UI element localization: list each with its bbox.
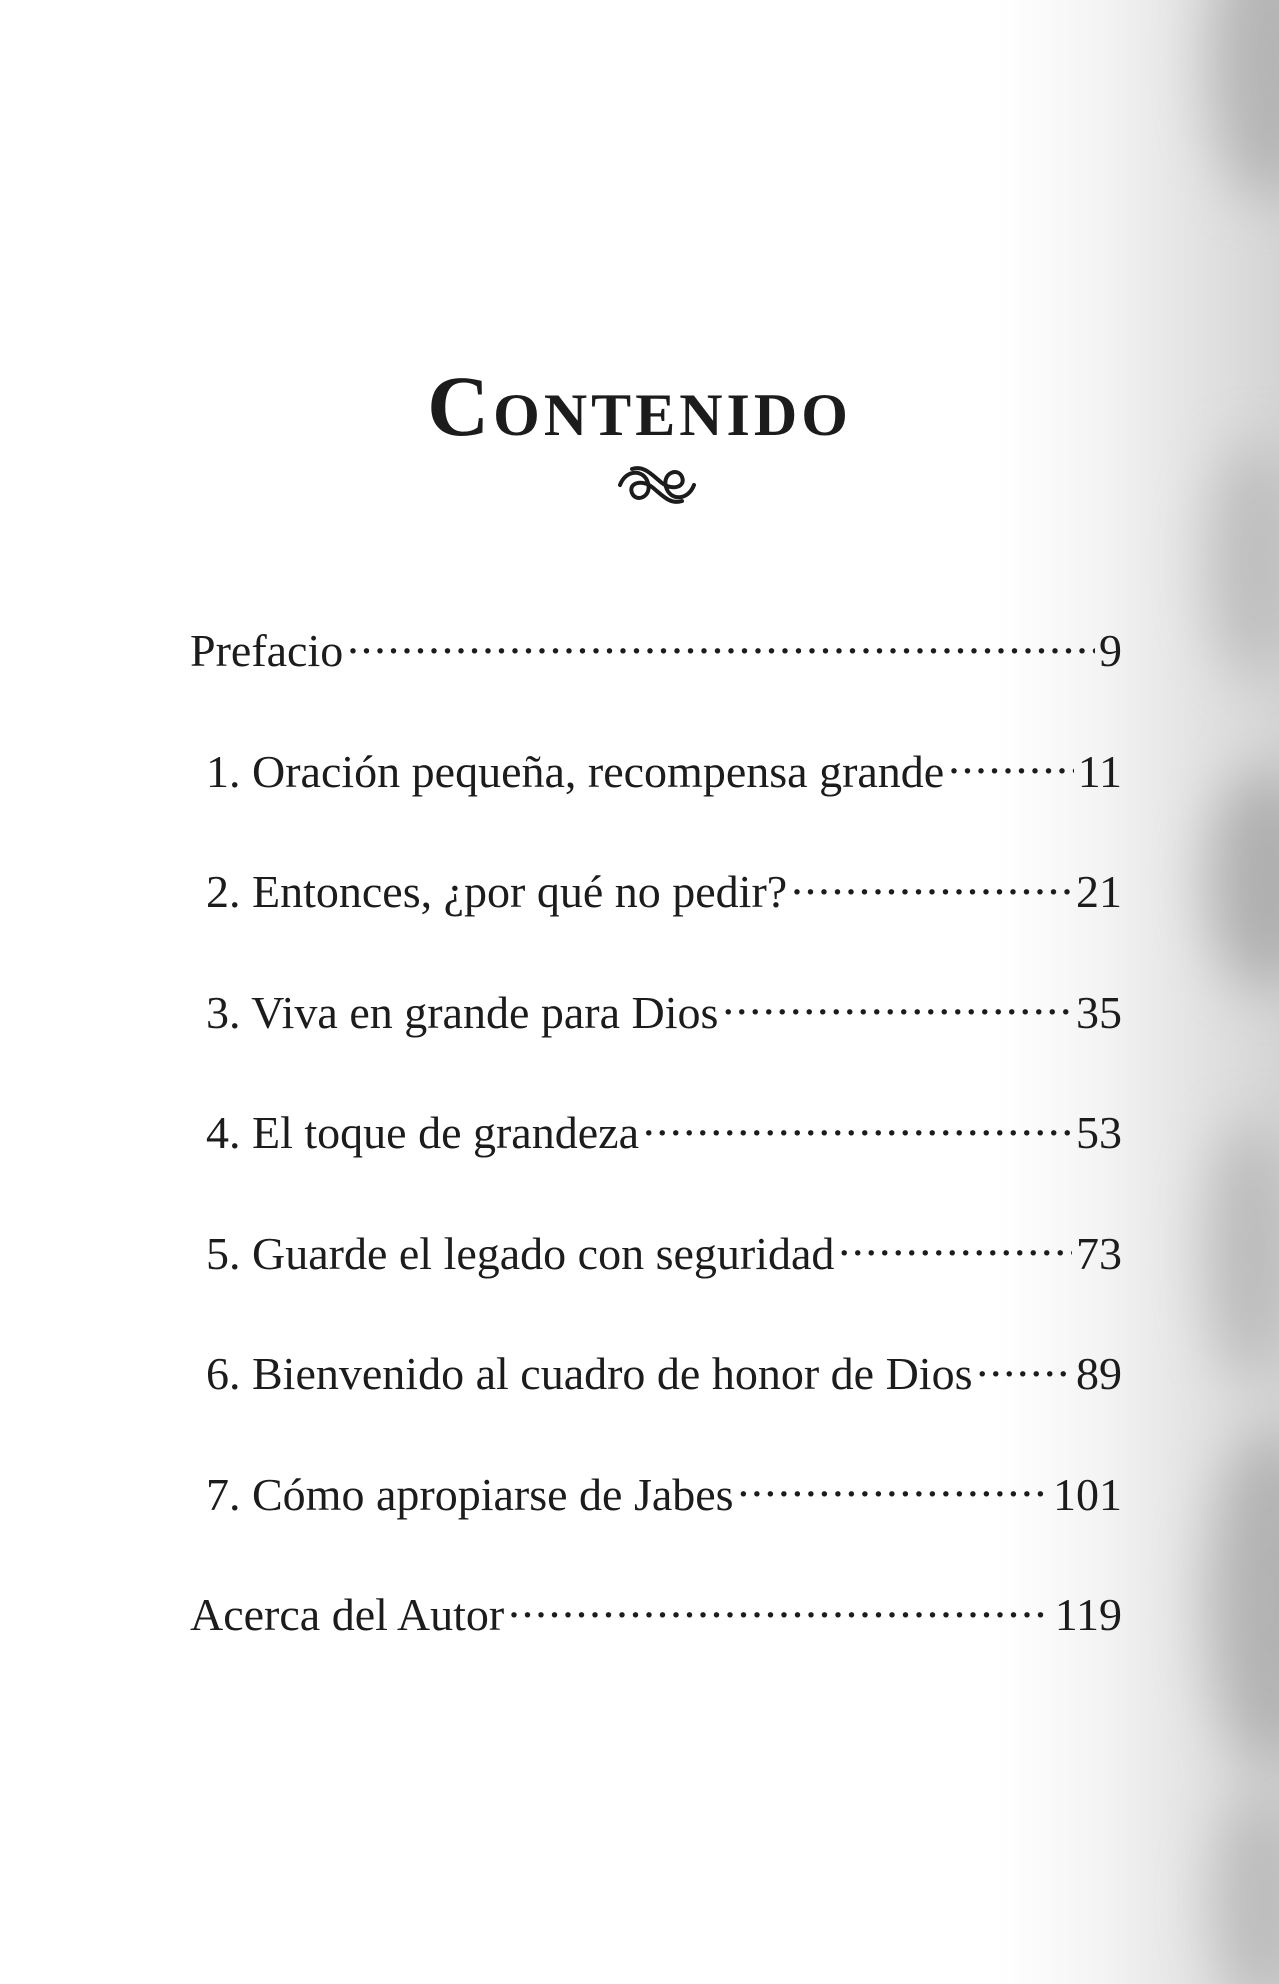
toc-entry-label: 4. El toque de grandeza [206, 1107, 639, 1158]
toc-entry-page: 89 [1076, 1348, 1122, 1399]
toc-entry-acerca-del-autor[interactable] [190, 1584, 1122, 1705]
toc-entry-label: Prefacio [190, 625, 344, 676]
toc-entry-chapter-2[interactable] [190, 861, 1122, 982]
table-of-contents [190, 620, 1122, 1705]
toc-entry-label: 1. Oración pequeña, recompensa grande [206, 745, 945, 797]
toc-dot-leader [722, 982, 1072, 1028]
toc-entry-page: 53 [1076, 1107, 1122, 1158]
toc-dot-leader [791, 861, 1072, 907]
toc-entry-page: 101 [1053, 1468, 1122, 1520]
toc-dot-leader [347, 620, 1095, 666]
toc-entry-chapter-5[interactable] [190, 1223, 1122, 1344]
fleuron-ornament-icon [612, 455, 702, 515]
toc-entry-page: 9 [1099, 625, 1122, 676]
toc-entry-chapter-7[interactable] [190, 1464, 1122, 1585]
toc-entry-page: 11 [1077, 745, 1122, 797]
toc-entry-label: 7. Cómo apropiarse de Jabes [206, 1468, 734, 1520]
toc-entry-page: 73 [1076, 1227, 1122, 1279]
toc-dot-leader [976, 1343, 1072, 1389]
toc-dot-leader [838, 1223, 1072, 1269]
toc-entry-label: 3. Viva en grande para Dios [206, 986, 719, 1038]
toc-entry-page: 119 [1054, 1589, 1122, 1640]
toc-dot-leader [508, 1584, 1051, 1630]
toc-entry-prefacio[interactable] [190, 620, 1122, 741]
toc-entry-label: 6. Bienvenido al cuadro de honor de Dios [206, 1348, 973, 1399]
toc-entry-page: 21 [1076, 866, 1122, 917]
toc-entry-chapter-6[interactable] [190, 1343, 1122, 1464]
toc-entry-chapter-4[interactable] [190, 1102, 1122, 1223]
toc-entry-page: 35 [1076, 986, 1122, 1038]
toc-dot-leader [738, 1464, 1049, 1510]
toc-dot-leader [948, 741, 1073, 787]
toc-entry-chapter-3[interactable] [190, 982, 1122, 1103]
toc-entry-label: Acerca del Autor [190, 1589, 505, 1640]
toc-entry-label: 2. Entonces, ¿por qué no pedir? [206, 866, 788, 917]
toc-entry-label: 5. Guarde el legado con seguridad [206, 1227, 835, 1279]
page-title: Contenido [427, 357, 852, 454]
toc-dot-leader [643, 1102, 1072, 1148]
toc-entry-chapter-1[interactable] [190, 741, 1122, 862]
